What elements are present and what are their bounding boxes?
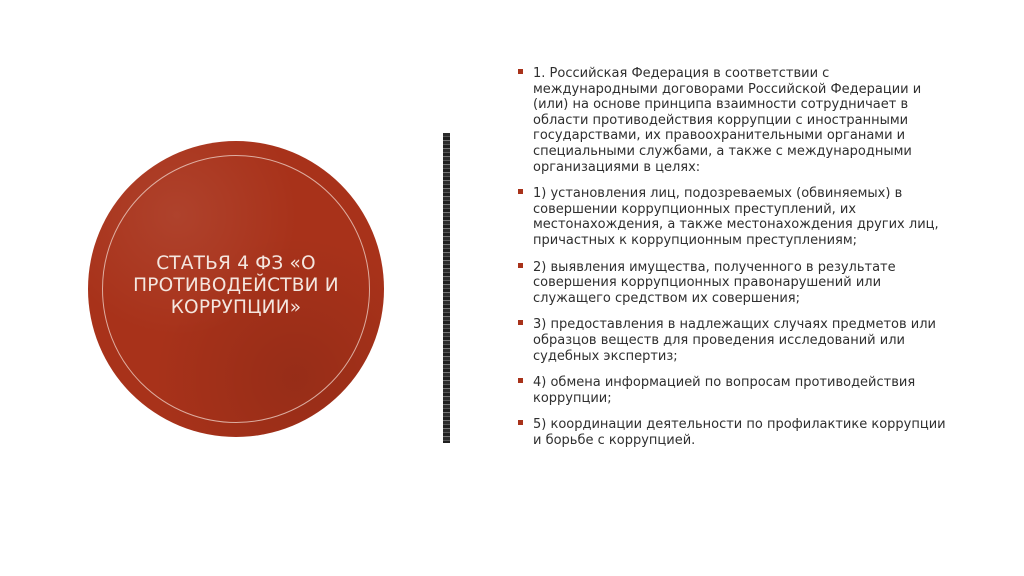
bullet-marker-icon: [518, 69, 523, 74]
slide-title: СТАТЬЯ 4 ФЗ «О ПРОТИВОДЕЙСТВИ И КОРРУПЦИИ»: [133, 253, 339, 318]
bullet-text: 4) обмена информацией по вопросам противодействия коррупции;: [533, 375, 916, 406]
bullet-text: 1) установления лиц, подозреваемых (обвиняемых) в совершении коррупционных преступлений, их местонахождения, а также местонахождения других лиц, причастных к коррупционным преступлениям;: [533, 186, 939, 248]
bullet-list: [518, 66, 958, 448]
bullet-item: [518, 186, 958, 248]
title-circle: [88, 141, 384, 437]
bullet-item: [518, 375, 958, 406]
bullet-marker-icon: [518, 263, 523, 268]
vertical-divider: [443, 133, 450, 443]
bullet-item: [518, 417, 958, 448]
bullet-text: 5) координации деятельности по профилактике коррупции и борьбе с коррупцией.: [533, 417, 946, 448]
bullet-text: 1. Российская Федерация в соответствии с международными договорами Российской Федерации и (или) на основе принципа взаимности сотрудничает в области противодействия коррупции с иностранными государствами, их правоохранительными органами и специальными службами, а также с международными организациями в целях:: [533, 66, 922, 175]
bullet-item: [518, 317, 958, 364]
bullet-item: [518, 260, 958, 307]
bullet-item: [518, 66, 958, 175]
bullet-marker-icon: [518, 378, 523, 383]
bullet-text: 2) выявления имущества, полученного в результате совершения коррупционных правонарушений или служащего средством их совершения;: [533, 259, 896, 306]
bullet-marker-icon: [518, 189, 523, 194]
content-area: [518, 66, 958, 459]
bullet-marker-icon: [518, 320, 523, 325]
bullet-marker-icon: [518, 420, 523, 425]
bullet-text: 3) предоставления в надлежащих случаях предметов или образцов веществ для проведения исследований или судебных экспертиз;: [533, 317, 936, 364]
